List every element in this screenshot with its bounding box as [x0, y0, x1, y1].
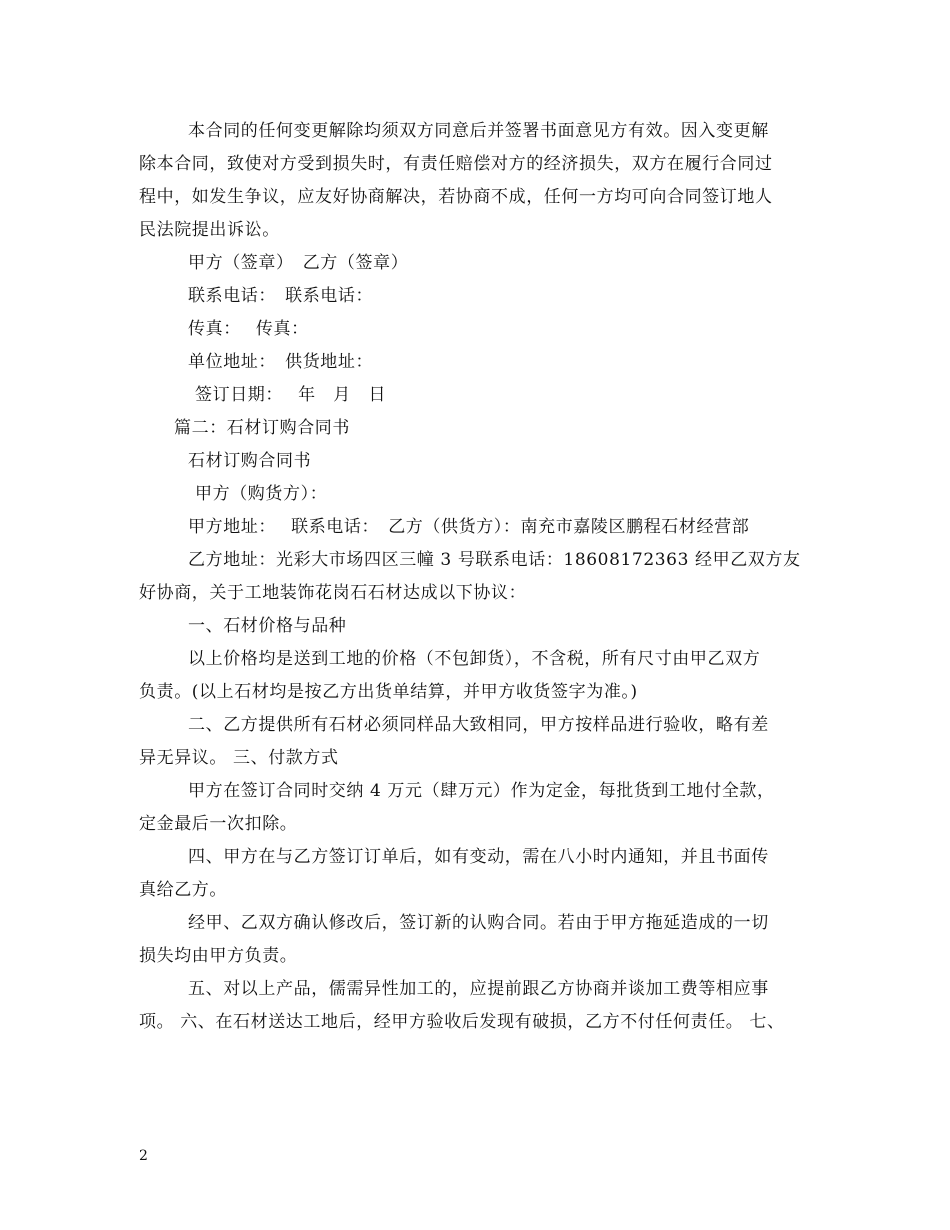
text-line: 本合同的任何变更解除均须双方同意后并签署书面意见方有效。因入变更解	[188, 121, 769, 141]
page-number: 2	[139, 1148, 148, 1164]
text-line: 乙方地址：光彩大市场四区三幢 3 号联系电话：18608172363 经甲乙双方友	[188, 550, 801, 570]
text-line: 定金最后一次扣除。	[139, 814, 298, 834]
text-line: 程中，如发生争议，应友好协商解决，若协商不成，任何一方均可向合同签订地人	[139, 187, 773, 207]
text-line: 甲方（购货方）：	[195, 484, 328, 504]
text-line: 项。 六、在石材送达工地后，经甲方验收后发现有破损，乙方不付任何责任。 七、	[139, 1012, 785, 1032]
text-line: 二、乙方提供所有石材必须同样品大致相同，甲方按样品进行验收，略有差	[188, 715, 769, 735]
text-line: 以上价格均是送到工地的价格（不包卸货），不含税，所有尺寸由甲乙双方	[188, 649, 761, 669]
text-line: 传真： 传真：	[188, 319, 309, 339]
text-line: 除本合同，致使对方受到损失时，有责任赔偿对方的经济损失，双方在履行合同过	[139, 154, 773, 174]
text-line: 甲方地址： 联系电话： 乙方（供货方）：南充市嘉陵区鹏程石材经营部	[188, 517, 750, 537]
text-line: 五、对以上产品，儒需异性加工的，应提前跟乙方协商并谈加工费等相应事	[188, 979, 769, 999]
document-title: 石材订购合同书	[188, 451, 312, 471]
text-line: 四、甲方在与乙方签订订单后，如有变动，需在八小时内通知，并且书面传	[188, 847, 769, 867]
text-line: 经甲、乙双方确认修改后，签订新的认购合同。若由于甲方拖延造成的一切	[188, 913, 769, 933]
text-line: 签订日期： 年 月 日	[195, 385, 387, 405]
text-line: 联系电话： 联系电话：	[188, 286, 374, 306]
text-line: 异无异议。 三、付款方式	[139, 748, 339, 768]
text-line: 一、石材价格与品种	[188, 616, 347, 636]
text-line: 好协商，关于工地装饰花岗石石材达成以下协议：	[139, 583, 527, 603]
text-line: 损失均由甲方负责。	[139, 946, 298, 966]
text-line: 甲方（签章） 乙方（签章）	[188, 253, 409, 273]
text-line: 负责。(以上石材均是按乙方出货单结算，并甲方收货签字为准。)	[139, 682, 638, 702]
text-line: 真给乙方。	[139, 880, 227, 900]
section-heading: 篇二：石材订购合同书	[174, 418, 350, 438]
text-line: 民法院提出诉讼。	[139, 220, 280, 240]
text-line: 单位地址： 供货地址：	[188, 352, 374, 372]
text-line: 甲方在签订合同时交纳 4 万元（肆万元）作为定金，每批货到工地付全款，	[188, 781, 775, 801]
